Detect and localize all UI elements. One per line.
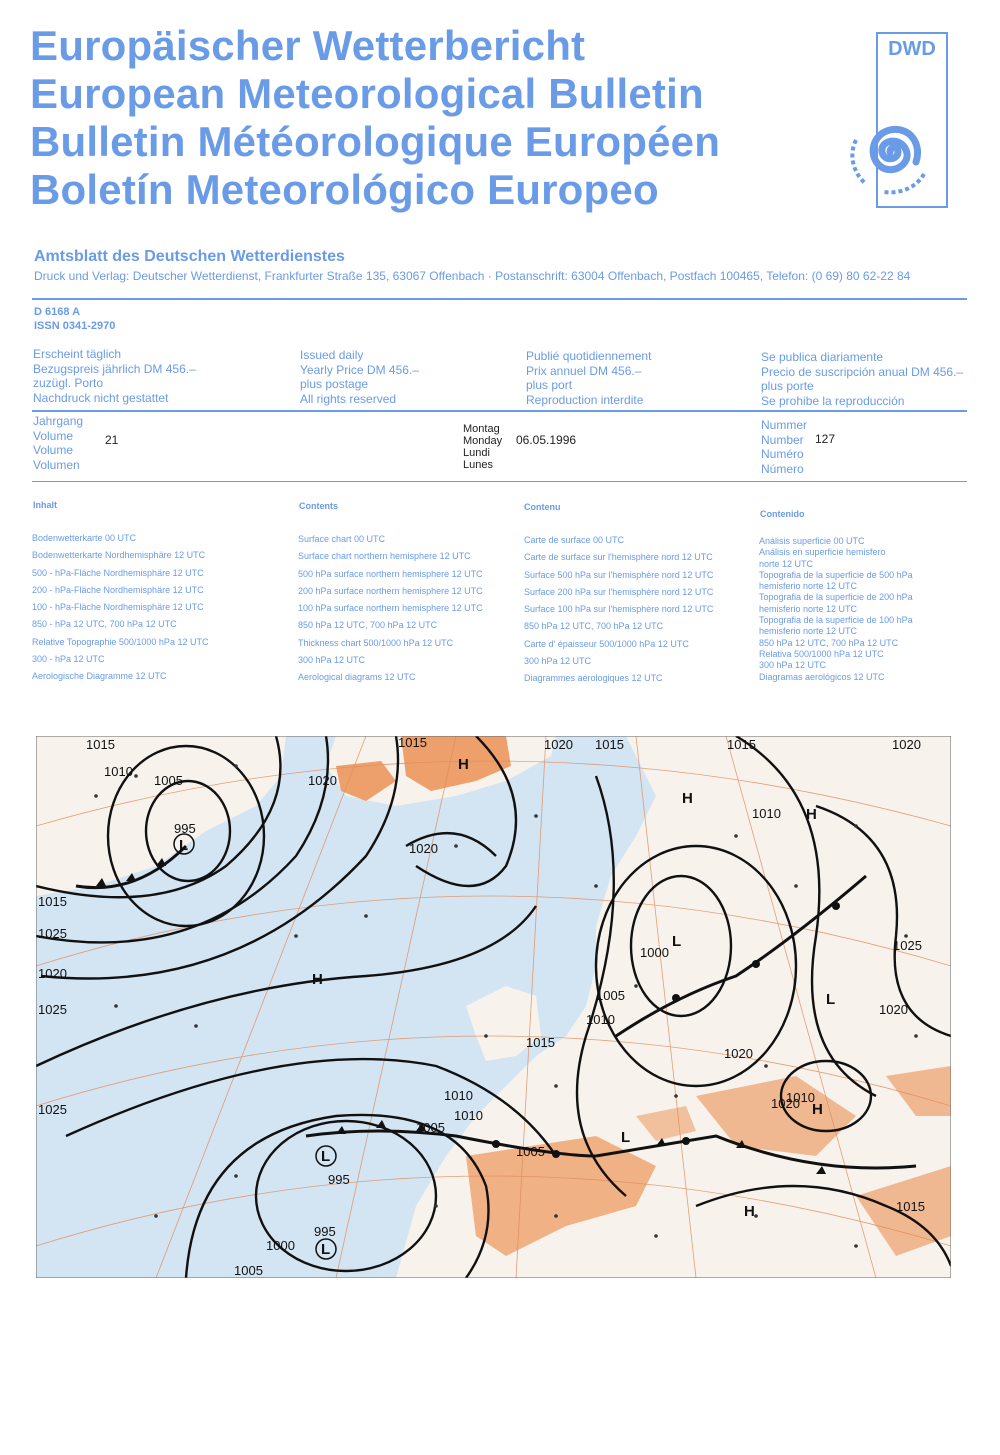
divider — [32, 298, 967, 300]
subscription-line: Se publica diariamente — [761, 350, 884, 364]
contents-heading-de: Inhalt — [33, 500, 57, 510]
issue-number: 127 — [815, 432, 836, 446]
volume-label: Volume — [33, 443, 74, 457]
subscription-fr — [526, 349, 651, 407]
contents-item: Bodenwetterkarte Nordhemisphäre 12 UTC — [32, 550, 206, 561]
isobar-label: 1005 — [234, 1263, 263, 1278]
contents-item: Surface 200 hPa sur l'hemisphère nord 12 UTC — [524, 586, 714, 597]
subscription-de — [33, 347, 196, 405]
publication-ids — [34, 305, 115, 333]
contents-list-en — [298, 531, 483, 687]
issue-date: 06.05.1996 — [516, 433, 577, 447]
low-pressure-marker: L — [321, 1148, 331, 1165]
divider — [32, 410, 967, 412]
isobar-label: 1015 — [727, 737, 756, 752]
logo-text: DWD — [888, 38, 936, 60]
isobar-label: 1015 — [86, 737, 115, 752]
contents-item: Thickness chart 500/1000 hPa 12 UTC — [298, 637, 454, 648]
volume-label: Volumen — [33, 457, 80, 472]
day-label: Monday — [463, 435, 503, 447]
low-pressure-marker: L — [179, 837, 189, 854]
contents-item: 300 - hPa 12 UTC — [32, 654, 105, 665]
contents-item: Diagrammes aérologiques 12 UTC — [524, 673, 663, 684]
contents-item: Aerologische Diagramme 12 UTC — [32, 671, 167, 682]
contents-item: 300 hPa 12 UTC — [298, 655, 366, 666]
contents-heading-es: Contenido — [760, 509, 805, 519]
isobar-label: 1005 — [416, 1120, 445, 1135]
isobar-label: 1015 — [38, 894, 67, 909]
subscription-line: plus postage — [300, 377, 369, 391]
subscription-line: plus porte — [761, 379, 814, 393]
low-pressure-marker: L — [621, 1129, 631, 1146]
isobar-label: 995 — [314, 1224, 336, 1239]
contents-item: 500 hPa surface northern hemisphere 12 UTC — [298, 568, 483, 579]
isobar-label: 995 — [174, 821, 196, 836]
volume-labels — [33, 414, 83, 472]
volume-label: Volume — [33, 428, 74, 443]
contents-list-de — [32, 530, 208, 686]
isobar-label: 1025 — [38, 926, 67, 941]
high-pressure-marker: H — [812, 1101, 823, 1118]
isobar-label: 1010 — [444, 1088, 473, 1103]
number-label: Nummer — [761, 418, 808, 432]
contents-item: Surface chart 00 UTC — [298, 534, 386, 544]
contents-item: Análisis en superficie hemisfero — [759, 547, 886, 558]
contents-item: Análisis superficie 00 UTC — [759, 536, 865, 546]
day-label: Montag — [463, 423, 500, 435]
contents-item: Bodenwetterkarte 00 UTC — [32, 533, 137, 543]
isobar-label: 1020 — [724, 1046, 753, 1061]
isobar-label: 1020 — [544, 737, 573, 752]
subscription-line: Se prohibe la reproducción — [761, 393, 905, 408]
low-pressure-marker: L — [321, 1241, 331, 1258]
contents-heading-en: Contents — [299, 501, 338, 511]
title-french: Bulletin Météorologique Européen — [30, 118, 721, 165]
contents-item: hemisferio norte 12 UTC — [759, 581, 858, 592]
isobar-label: 1005 — [516, 1144, 545, 1159]
subscription-es — [761, 350, 963, 408]
high-pressure-marker: H — [806, 806, 817, 823]
contents-item: Relativa 500/1000 hPa 12 UTC — [759, 648, 884, 659]
contents-item: 200 - hPa-Fläche Nordhemisphäre 12 UTC — [32, 584, 204, 595]
isobar-label: 1010 — [752, 806, 781, 821]
subscription-line: Publié quotidiennement — [526, 349, 652, 363]
isobar-label: 1010 — [454, 1108, 483, 1123]
isobar-label: 1020 — [892, 737, 921, 752]
contents-item: Surface chart northern hemisphere 12 UTC — [298, 551, 471, 562]
subscription-line: Prix annuel DM 456.– — [526, 363, 642, 378]
isobar-label: 1020 — [38, 966, 67, 981]
subscription-line: Bezugspreis jährlich DM 456.– — [33, 361, 196, 376]
isobar-label: 1020 — [409, 841, 438, 856]
subscription-line: Issued daily — [300, 348, 364, 362]
spiral-icon — [830, 100, 950, 200]
contents-item: Aerological diagrams 12 UTC — [298, 672, 416, 683]
isobar-label: 1015 — [896, 1199, 925, 1214]
isobar-label: 1010 — [586, 1012, 615, 1027]
isobar-label: 1025 — [38, 1002, 67, 1017]
title-spanish: Boletín Meteorológico Europeo — [30, 166, 659, 213]
contents-item: 100 hPa surface northern hemisphere 12 UTC — [298, 603, 483, 614]
isobar-label: 1020 — [771, 1096, 800, 1111]
subscription-line: Nachdruck nicht gestattet — [33, 390, 169, 405]
subscription-line: Precio de suscripción anual DM 456.– — [761, 364, 964, 379]
low-pressure-marker: L — [672, 933, 682, 950]
low-pressure-marker: L — [826, 991, 836, 1008]
isobar-label: 1010 — [104, 764, 133, 779]
contents-item: 850 - hPa 12 UTC, 700 hPa 12 UTC — [32, 619, 177, 630]
isobar-label: 1015 — [526, 1035, 555, 1050]
title-german: Europäischer Wetterbericht — [30, 22, 586, 69]
subscription-line: All rights reserved — [300, 391, 397, 406]
isobar-label: 1025 — [38, 1102, 67, 1117]
high-pressure-marker: H — [458, 756, 469, 773]
contents-item: Carte de surface sur l'hemisphère nord 12 UTC — [524, 552, 713, 563]
contents-item: Surface 100 hPa sur l'hemisphère nord 12 UTC — [524, 604, 714, 615]
contents-item: 200 hPa surface northern hemisphere 12 UTC — [298, 585, 483, 596]
contents-item: Topografia de la superficie de 500 hPa — [759, 569, 913, 580]
contents-item: 850 hPa 12 UTC, 700 hPa 12 UTC — [298, 620, 438, 631]
dwd-logo — [876, 32, 948, 208]
day-label: Lunes — [463, 459, 493, 471]
high-pressure-marker: H — [682, 790, 693, 807]
day-labels — [463, 423, 502, 471]
divider — [32, 481, 967, 482]
day-label: Lundi — [463, 447, 490, 459]
publication-code: D 6168 A — [34, 306, 81, 318]
volume-label: Jahrgang — [33, 414, 84, 428]
volume-value: 21 — [105, 433, 119, 447]
issn: ISSN 0341-2970 — [34, 320, 116, 332]
subscription-en — [300, 348, 419, 406]
isobar-label: 1020 — [879, 1002, 908, 1017]
contents-item: 850 hPa 12 UTC, 700 hPa 12 UTC — [524, 621, 664, 632]
subscription-line: zuzügl. Porto — [33, 376, 104, 390]
isobar-label: 1000 — [640, 945, 669, 960]
contents-item: 500 - hPa-Fläche Nordhemisphäre 12 UTC — [32, 567, 204, 578]
surface-weather-map — [36, 736, 951, 1278]
title-english: European Meteorological Bulletin — [30, 70, 704, 117]
contents-item: hemisferio norte 12 UTC — [759, 626, 858, 637]
isobar-label: 1000 — [266, 1238, 295, 1253]
contents-item: Diagramas aerológicos 12 UTC — [759, 671, 885, 682]
contents-heading-fr: Contenu — [524, 502, 561, 512]
bulletin-titles — [30, 22, 720, 214]
contents-item: Topografia de la superficie de 100 hPa — [759, 615, 913, 626]
contents-item: Carte d' épaisseur 500/1000 hPa 12 UTC — [524, 638, 689, 649]
number-labels — [761, 418, 807, 476]
number-label: Numéro — [761, 447, 804, 461]
amtsblatt-heading: Amtsblatt des Deutschen Wetterdienstes — [34, 248, 345, 265]
contents-item: hemisferio norte 12 UTC — [759, 603, 858, 614]
number-label: Number — [761, 432, 804, 447]
contents-item: 300 hPa 12 UTC — [759, 660, 827, 671]
isobar-label: 1015 — [398, 736, 427, 750]
isobar-label: 1005 — [154, 773, 183, 788]
isobar-label: 1020 — [308, 773, 337, 788]
high-pressure-marker: H — [312, 971, 323, 988]
contents-item: Relative Topographie 500/1000 hPa 12 UTC — [32, 636, 209, 647]
isobar-label: 1005 — [596, 988, 625, 1003]
subscription-line: Erscheint täglich — [33, 347, 122, 361]
contents-item: norte 12 UTC — [759, 558, 814, 569]
contents-item: 300 hPa 12 UTC — [524, 656, 592, 667]
isobar-label: 1015 — [595, 737, 624, 752]
isobar-label: 995 — [328, 1172, 350, 1187]
subscription-line: Reproduction interdite — [526, 392, 644, 407]
publisher-line: Druck und Verlag: Deutscher Wetterdienst, Frankfurter Straße 135, 63067 Offenbach · Postanschrift: 63004 Offenbach, Postfach 100465, Telefon: (0 69) 80 62-22 84 — [34, 269, 911, 283]
contents-item: 850 hPa 12 UTC, 700 hPa 12 UTC — [759, 637, 899, 648]
contents-item: Surface 500 hPa sur l'hemisphère nord 12 UTC — [524, 569, 714, 580]
subscription-line: Yearly Price DM 456.– — [300, 362, 419, 377]
high-pressure-marker: H — [744, 1203, 755, 1220]
isobar-label: 1010 — [786, 1090, 815, 1105]
contents-item: Carte de surface 00 UTC — [524, 535, 625, 545]
isobar-label: 1025 — [893, 938, 922, 953]
contents-list-fr — [524, 532, 713, 688]
contents-item: 100 - hPa-Fläche Nordhemisphäre 12 UTC — [32, 602, 204, 613]
contents-item: Topografia de la superficie de 200 hPa — [759, 592, 913, 603]
subscription-line: plus port — [526, 378, 573, 392]
number-label: Número — [761, 461, 804, 476]
contents-list-es — [759, 536, 913, 683]
